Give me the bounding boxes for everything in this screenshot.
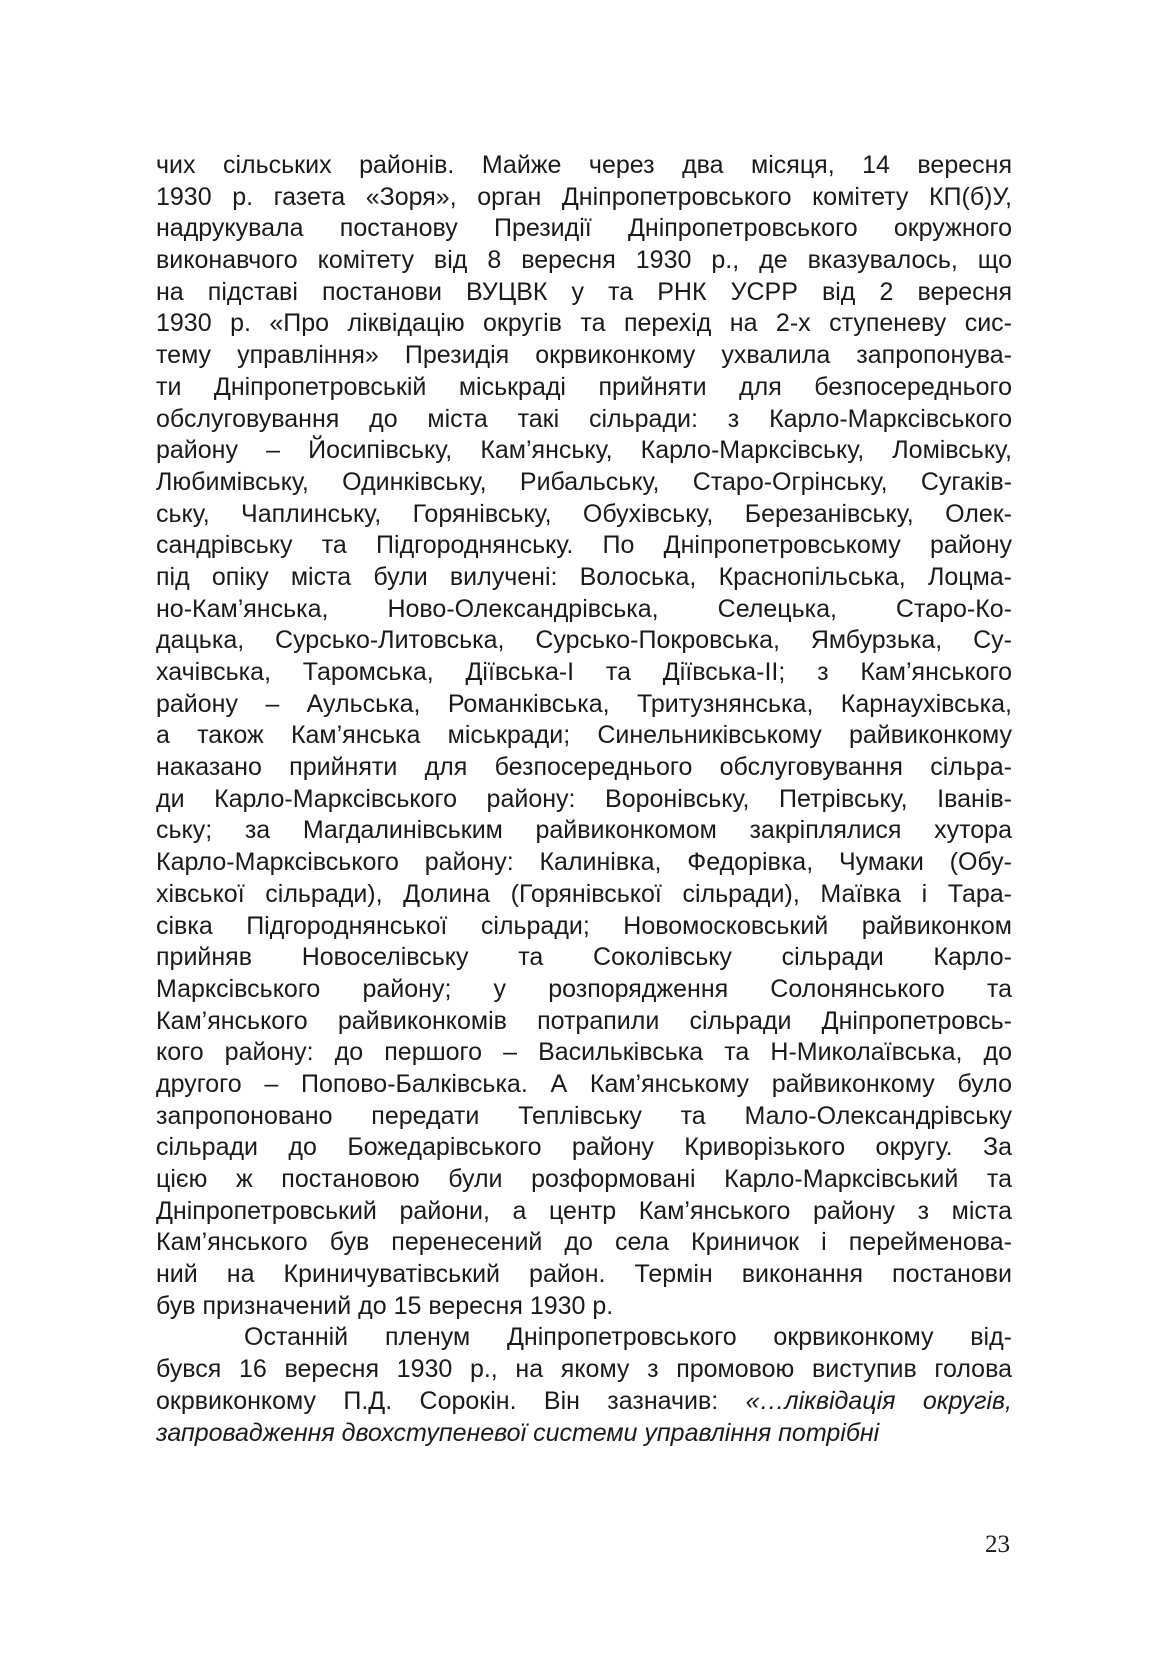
text-line: кого району: до першого – Васильківська та Н-Миколаївська, до bbox=[156, 1038, 1012, 1067]
text-line: ний на Криничуватівський район. Термін виконання постанови bbox=[156, 1260, 1012, 1289]
text-line: Марксівського району; у розпорядження Солонянського та bbox=[156, 974, 1012, 1003]
text-line: надрукувала постанову Президії Дніпропетровського окружного bbox=[156, 214, 1012, 243]
text-line-mixed bbox=[156, 1386, 1012, 1418]
text-line: виконавчого комітету від 8 вересня 1930 р., де вказувалось, що bbox=[156, 246, 1012, 275]
text-line: чих сільських районів. Майже через два місяця, 14 вересня bbox=[156, 151, 1012, 179]
text-line: но-Кам’янська, Ново-Олександрівська, Селецька, Старо-Ко- bbox=[156, 594, 1012, 623]
text-line: хівської сільради), Долина (Горянівської сільради), Маївка і Тара- bbox=[156, 879, 1012, 908]
quote-segment: «…ліквідація округів, bbox=[745, 1386, 1012, 1415]
text-line: на підставі постанови ВУЦВК у та РНК УСРР від 2 вересня bbox=[156, 277, 1012, 306]
text-line: запропоновано передати Теплівську та Мало-Олександрівську bbox=[156, 1101, 1012, 1130]
text-line: обслуговування до міста такі сільради: з Карло-Марксівського bbox=[156, 404, 1012, 433]
text-line: був призначений до 15 вересня 1930 р. bbox=[156, 1291, 614, 1320]
text-line: Любимівську, Одинківську, Рибальську, Старо-Огрінську, Сугаків- bbox=[156, 467, 1012, 496]
text-line: Карло-Марксівського району: Калинівка, Федорівка, Чумаки (Обу- bbox=[156, 848, 1012, 877]
text-line: другого – Попово-Балківська. А Кам’янському райвиконкому було bbox=[156, 1069, 1012, 1098]
text-line: 1930 р. «Про ліквідацію округів та перехід на 2-х ступеневу сис- bbox=[156, 309, 1012, 338]
paragraph-1 bbox=[156, 150, 1012, 1322]
text-line: цією ж постановою були розформовані Карло-Марксівський та bbox=[156, 1165, 1012, 1193]
quote-line: запровадження двохступеневої системи управління потрібні bbox=[156, 1418, 880, 1447]
text-line: а також Кам’янська міськради; Синельниківському райвиконкому bbox=[156, 721, 1012, 750]
text-line: прийняв Новоселівську та Соколівську сільради Карло- bbox=[156, 943, 1012, 972]
page-text bbox=[156, 150, 1012, 1449]
text-line: 1930 р. газета «Зоря», орган Дніпропетровського комітету КП(б)У, bbox=[156, 182, 1012, 211]
text-line: Останній пленум Дніпропетровського окрвиконкому від- bbox=[244, 1323, 1012, 1352]
text-line: бувся 16 вересня 1930 р., на якому з промовою виступив голова bbox=[156, 1355, 1012, 1384]
text-line: ти Дніпропетровській міськраді прийняти для безпосереднього bbox=[156, 372, 1012, 401]
text-line: ську; за Магдалинівським райвиконкомом закріплялися хутора bbox=[156, 816, 1012, 845]
paragraph-2 bbox=[156, 1322, 1012, 1449]
text-line: Дніпропетровський райони, а центр Кам’янського району з міста bbox=[156, 1196, 1012, 1225]
text-line: хачівська, Таромська, Діївська-І та Діївська-ІІ; з Кам’янського bbox=[156, 658, 1012, 686]
text-line: наказано прийняти для безпосереднього обслуговування сільра- bbox=[156, 753, 1012, 782]
text-line: сівка Підгороднянської сільради; Новомосковський райвиконком bbox=[156, 911, 1012, 940]
text-segment: окрвиконкому П.Д. Сорокін. Він зазначив: bbox=[156, 1386, 746, 1415]
text-line: тему управління» Президія окрвиконкому ухвалила запропонува- bbox=[156, 341, 1012, 370]
text-line: ську, Чаплинську, Горянівську, Обухівську, Березанівську, Олек- bbox=[156, 499, 1012, 528]
text-line: ди Карло-Марксівського району: Воронівську, Петрівську, Іванів- bbox=[156, 784, 1012, 813]
text-line: Кам’янського райвиконкомів потрапили сільради Дніпропетровсь- bbox=[156, 1006, 1012, 1035]
text-line: Кам’янського був перенесений до села Криничок і перейменова- bbox=[156, 1228, 1012, 1257]
text-line: сільради до Божедарівського району Криворізького округу. За bbox=[156, 1133, 1012, 1162]
text-line: району – Аульська, Романківська, Тритузнянська, Карнаухівська, bbox=[156, 689, 1012, 718]
text-line: під опіку міста були вилучені: Волоська, Краснопільська, Лоцма- bbox=[156, 562, 1012, 591]
page-number: 23 bbox=[985, 1531, 1010, 1558]
text-line: сандрівську та Підгороднянську. По Дніпропетровському району bbox=[156, 531, 1012, 560]
text-line: дацька, Сурсько-Литовська, Сурсько-Покровська, Ямбурзька, Су- bbox=[156, 626, 1012, 655]
text-line: району – Йосипівську, Кам’янську, Карло-Марксівську, Ломівську, bbox=[156, 436, 1012, 465]
